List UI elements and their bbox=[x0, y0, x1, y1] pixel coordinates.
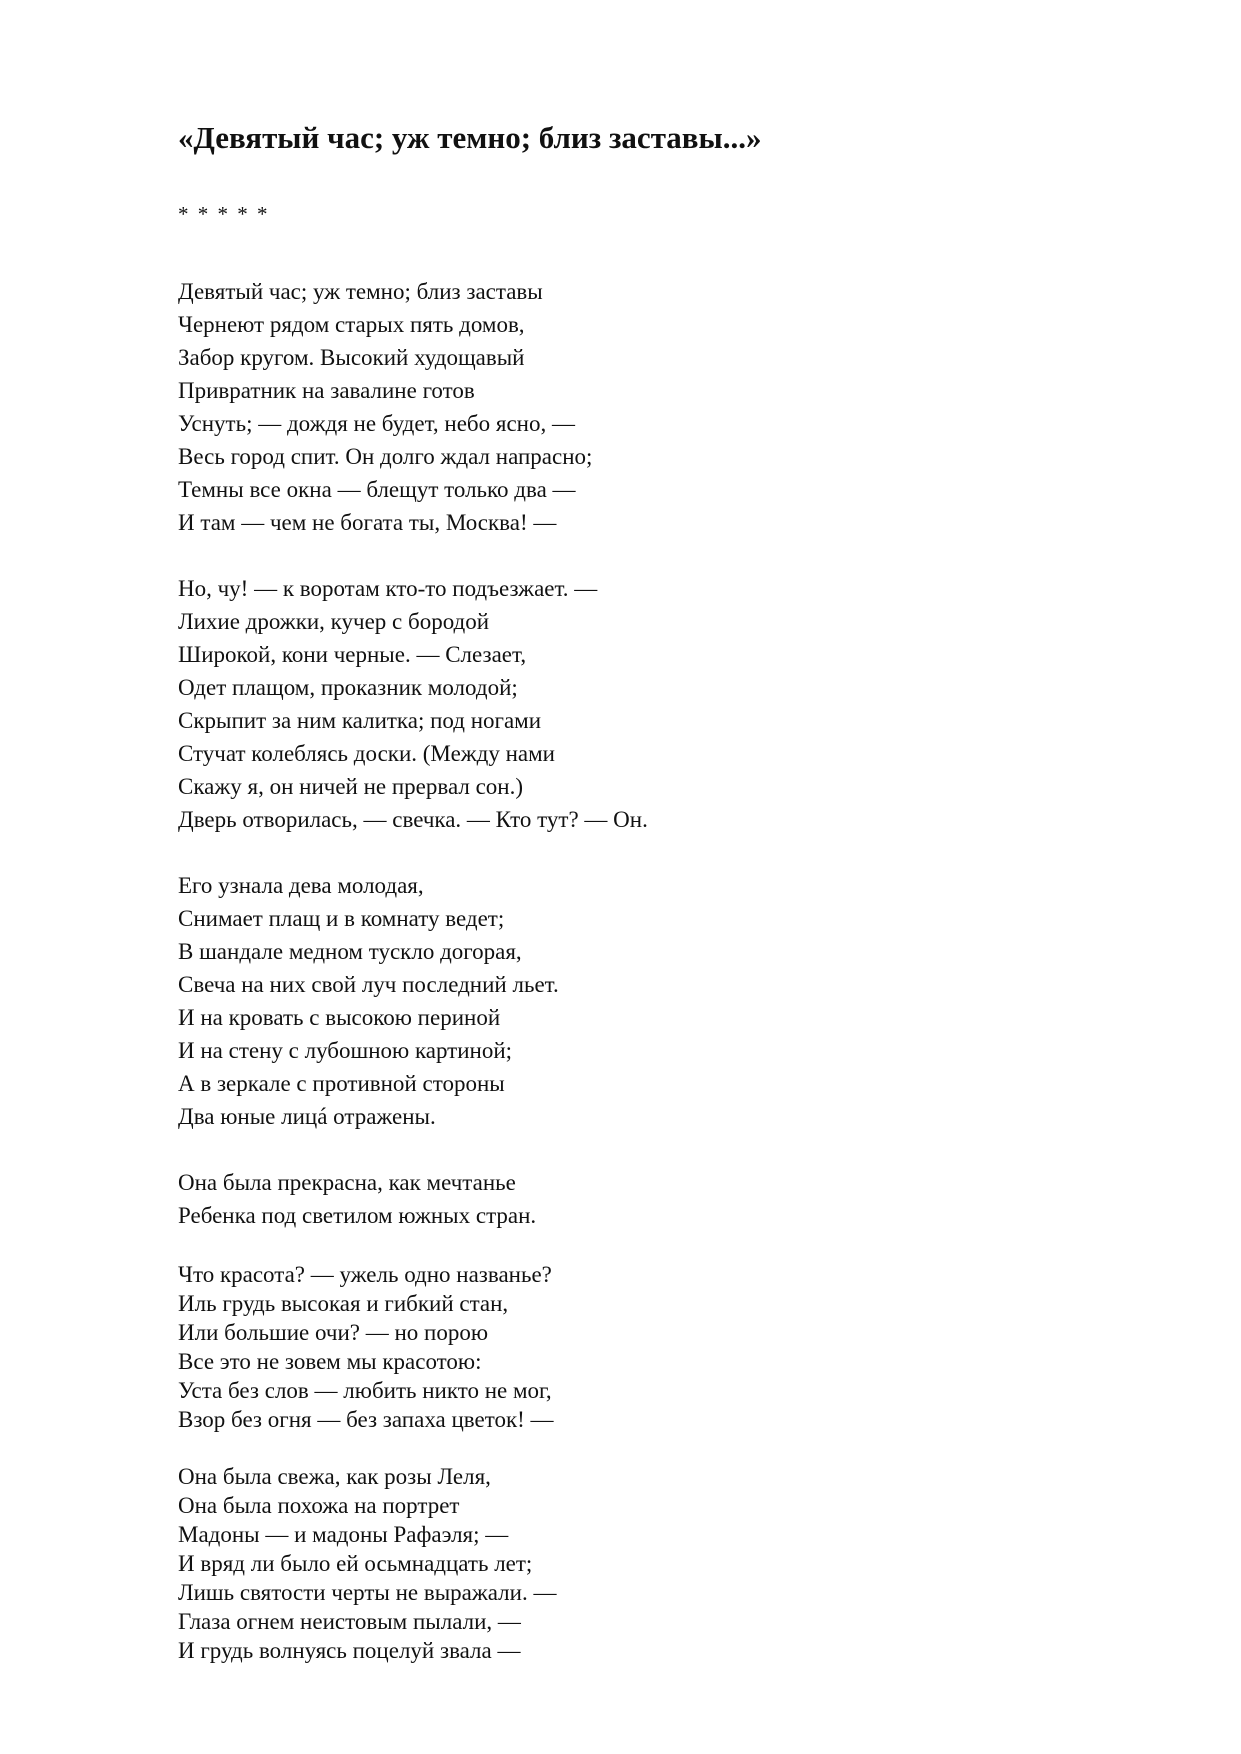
poem-line: Но, чу! — к воротам кто-то подъезжает. — bbox=[178, 576, 598, 601]
stanza-4 bbox=[178, 1166, 1158, 1232]
poem-line: Уснуть; — дождя не будет, небо ясно, — bbox=[178, 411, 575, 436]
poem-line: Два юные лицá отражены. bbox=[178, 1104, 436, 1129]
poem-line: Глаза огнем неистовым пылали, — bbox=[178, 1609, 521, 1634]
poem-title: «Девятый час; уж темно; близ заставы...» bbox=[178, 120, 762, 155]
poem-line: Взор без огня — без запаха цветок! — bbox=[178, 1407, 554, 1432]
poem-line: Одет плащом, проказник молодой; bbox=[178, 675, 518, 700]
stanza-5 bbox=[178, 1260, 1158, 1434]
poem-line: Скажу я, он ничей не прервал сон.) bbox=[178, 774, 524, 799]
poem-line: Девятый час; уж темно; близ заставы bbox=[178, 279, 543, 304]
poem-line: Или большие очи? — но порою bbox=[178, 1320, 489, 1345]
poem-line: И там — чем не богата ты, Москва! — bbox=[178, 510, 557, 535]
stanza-1 bbox=[178, 275, 1158, 539]
poem-line: И вряд ли было ей осьмнадцать лет; bbox=[178, 1551, 533, 1576]
poem-line: Мадоны — и мадоны Рафаэля; — bbox=[178, 1522, 509, 1547]
section-separator: * * * * * bbox=[178, 202, 270, 226]
poem-line: И грудь волнуясь поцелуй звала — bbox=[178, 1638, 521, 1663]
poem-line: И на стену с лубошною картиной; bbox=[178, 1038, 513, 1063]
poem-line: И на кровать с высокою периной bbox=[178, 1005, 501, 1030]
poem-line: Широкой, кони черные. — Слезает, bbox=[178, 642, 527, 667]
poem-line: Скрыпит за ним калитка; под ногами bbox=[178, 708, 542, 733]
poem-line: Стучат колеблясь доски. (Между нами bbox=[178, 741, 555, 766]
poem-line: Все это не зовем мы красотою: bbox=[178, 1349, 482, 1374]
poem-line: Забор кругом. Высокий худощавый bbox=[178, 345, 525, 370]
poem-line: Уста без слов — любить никто не мог, bbox=[178, 1378, 552, 1403]
poem-line: Она была свежа, как розы Леля, bbox=[178, 1464, 491, 1489]
poem-line: Привратник на завалине готов bbox=[178, 378, 475, 403]
poem-line: В шандале медном тускло догорая, bbox=[178, 939, 522, 964]
poem-line: Ребенка под светилом южных стран. bbox=[178, 1203, 537, 1228]
stanza-3 bbox=[178, 869, 1158, 1133]
poem-line: А в зеркале с противной стороны bbox=[178, 1071, 505, 1096]
poem-line: Его узнала дева молодая, bbox=[178, 873, 424, 898]
poem-line: Лишь святости черты не выражали. — bbox=[178, 1580, 557, 1605]
stanza-6 bbox=[178, 1462, 1158, 1665]
poem-line: Иль грудь высокая и гибкий стан, bbox=[178, 1291, 509, 1316]
document-page bbox=[178, 118, 1158, 1665]
poem-line: Свеча на них свой луч последний льет. bbox=[178, 972, 559, 997]
poem-line: Что красота? — ужель одно названье? bbox=[178, 1262, 552, 1287]
poem-line: Темны все окна — блещут только два — bbox=[178, 477, 576, 502]
poem-line: Лихие дрожки, кучер с бородой bbox=[178, 609, 490, 634]
poem-line: Снимает плащ и в комнату ведет; bbox=[178, 906, 505, 931]
poem-line: Чернеют рядом старых пять домов, bbox=[178, 312, 525, 337]
poem-line: Она была прекрасна, как мечтанье bbox=[178, 1170, 516, 1195]
poem-line: Дверь отворилась, — свечка. — Кто тут? — Он. bbox=[178, 807, 648, 832]
poem-line: Она была похожа на портрет bbox=[178, 1493, 460, 1518]
poem-line: Весь город спит. Он долго ждал напрасно; bbox=[178, 444, 593, 469]
stanza-2 bbox=[178, 572, 1158, 836]
